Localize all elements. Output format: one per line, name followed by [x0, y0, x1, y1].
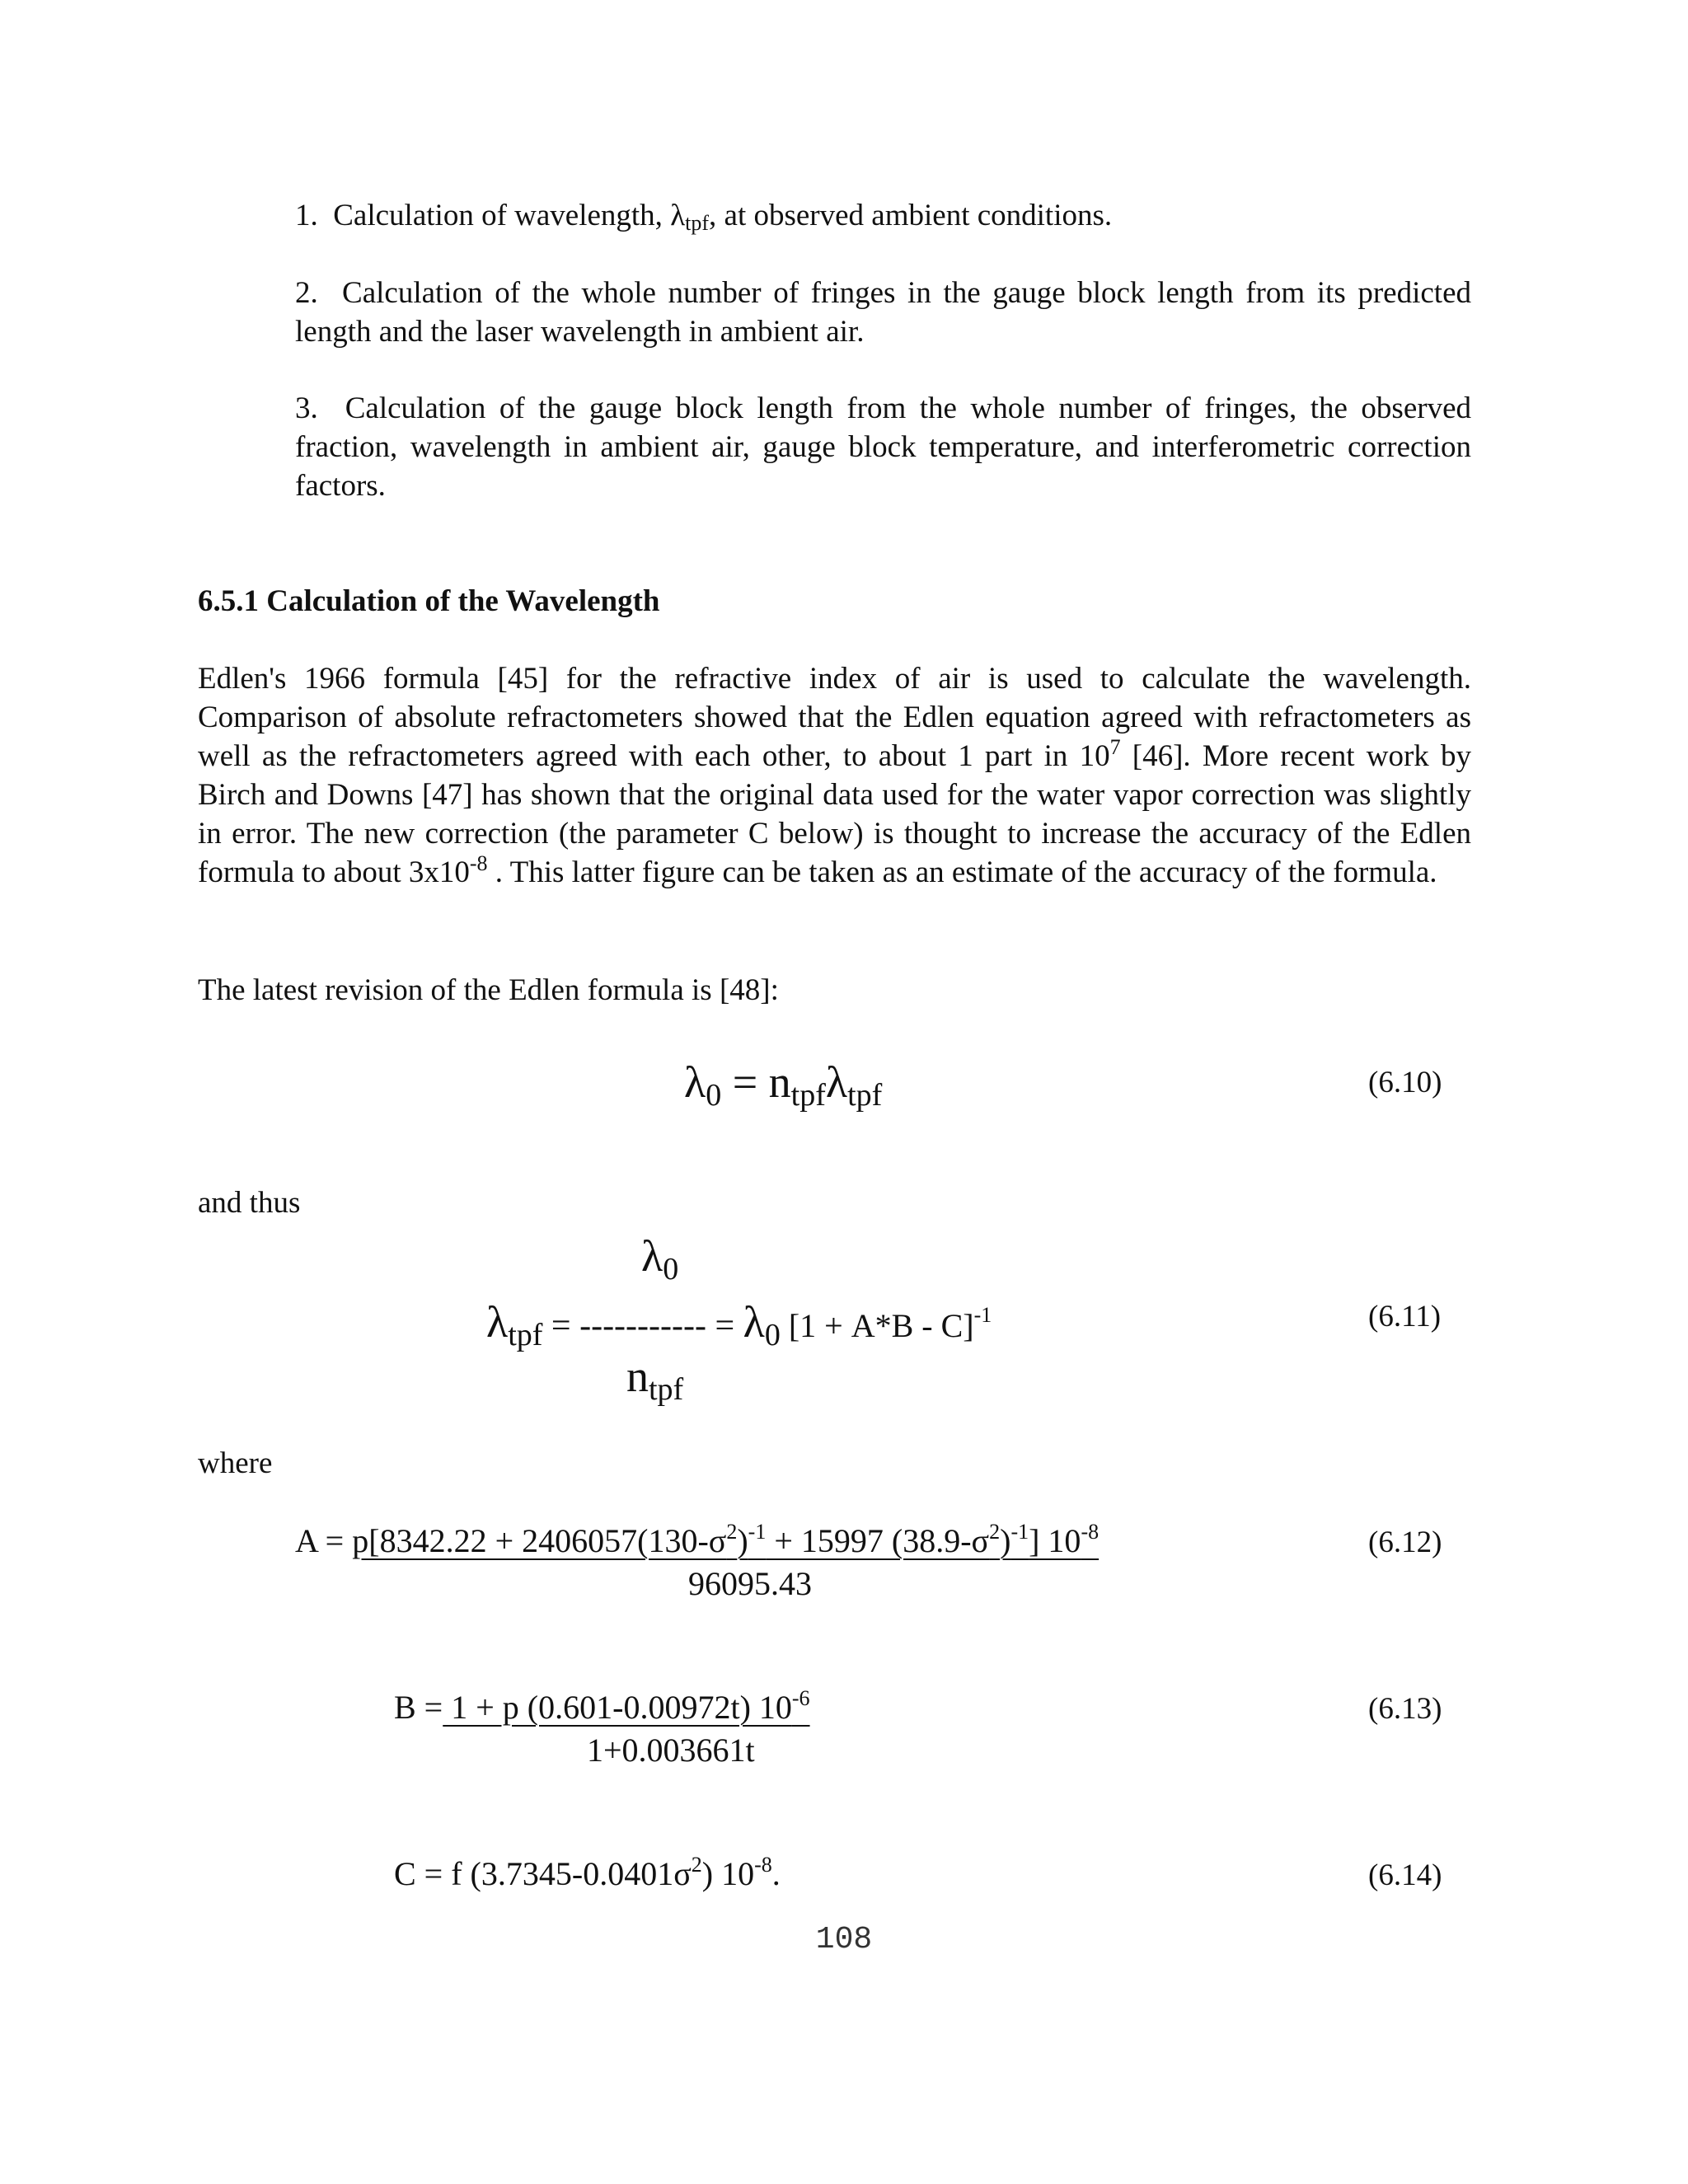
paragraph-text: Edlen's 1966 formula [45] for the refractive index of air is used to calculate the wavelength. Comparison of absolute refractometers showed that the Edlen equation agreed with refractometers as well as the refractometers agreed with each other, to about 1 part in 10 [198, 662, 1471, 773]
list-item-2 [295, 274, 1471, 351]
equation-6-13 [394, 1688, 810, 1727]
equation-6-14 [394, 1854, 781, 1894]
numerator-part: ) [1000, 1522, 1011, 1559]
superscript: -1 [1010, 1520, 1029, 1544]
list-number: 2. [295, 276, 318, 310]
subscript: 0 [764, 1318, 781, 1352]
equation-number: (6.12) [1368, 1526, 1442, 1559]
lambda-symbol: λ [684, 1057, 706, 1107]
body-paragraph-2: The latest revision of the Edlen formula is [48]: [198, 973, 779, 1007]
superscript: -8 [754, 1853, 772, 1877]
superscript: -8 [1081, 1520, 1100, 1544]
connector-text: and thus [198, 1186, 301, 1220]
equation-6-12 [295, 1521, 1099, 1561]
paragraph-text: [46]. More recent work by Birch and Downs [47] has shown that the original data used for the water vapor correction was slightly in error. The new correction (the parameter C below) is thought to increase the accuracy of the Edlen formula to about 3x10 [198, 739, 1472, 889]
list-item-1 [295, 196, 1471, 235]
bracket-expression: [1 + A*B - C] [780, 1307, 974, 1344]
equation-6-11 [486, 1297, 992, 1352]
numerator-part: 1 + p (0.601-0.00972t) 10 [443, 1689, 792, 1726]
superscript: -1 [973, 1303, 992, 1327]
numerator-part: ) [737, 1522, 748, 1559]
lhs-label: B = [394, 1689, 443, 1726]
subscript: tpf [790, 1078, 826, 1113]
numerator-part: p[8342.22 + 2406057(130-σ [352, 1522, 727, 1559]
n-symbol: n [626, 1352, 649, 1401]
section-heading: 6.5.1 Calculation of the Wavelength [198, 584, 660, 618]
subscript: 0 [663, 1252, 679, 1286]
list-item-3 [295, 389, 1471, 505]
n-symbol: n [768, 1057, 791, 1107]
fraction-dashes: = ----------- = [542, 1307, 743, 1345]
superscript: 2 [726, 1520, 738, 1544]
body-paragraph [198, 659, 1471, 892]
lambda-symbol: λ [743, 1297, 765, 1347]
lhs-label: A = [295, 1522, 353, 1559]
equation-number: (6.13) [1368, 1692, 1442, 1726]
list-number: 3. [295, 391, 318, 425]
equation-6-10 [684, 1057, 883, 1113]
fraction-denominator: 1+0.003661t [587, 1732, 755, 1769]
lambda-symbol: λ [486, 1297, 509, 1347]
list-text: Calculation of wavelength, [333, 199, 671, 232]
superscript: -1 [748, 1520, 767, 1544]
subscript: tpf [685, 211, 710, 235]
superscript: 7 [1109, 735, 1121, 759]
superscript: 2 [691, 1853, 702, 1877]
page-number: 108 [815, 1922, 873, 1957]
equation-6-11-numerator [641, 1231, 679, 1286]
lambda-symbol: λ [670, 199, 686, 232]
list-number: 1. [295, 199, 318, 232]
paragraph-text: . This latter figure can be taken as an estimate of the accuracy of the formula. [487, 855, 1437, 889]
lambda-symbol: λ [825, 1057, 848, 1107]
superscript: -8 [469, 851, 488, 875]
fraction-numerator [443, 1686, 810, 1726]
subscript: tpf [649, 1372, 684, 1407]
numerator-part: ] 10 [1029, 1522, 1081, 1559]
subscript: tpf [508, 1318, 543, 1352]
numerator-part: + 15997 (38.9-σ [766, 1522, 990, 1559]
list-text: , at observed ambient conditions. [709, 199, 1113, 232]
equation-number: (6.14) [1368, 1858, 1442, 1892]
fraction-denominator: 96095.43 [688, 1565, 812, 1602]
equation-number: (6.11) [1368, 1300, 1442, 1333]
equation-text: . [771, 1855, 781, 1892]
connector-text: where [198, 1446, 273, 1480]
equation-text: ) 10 [701, 1855, 755, 1892]
subscript: 0 [706, 1078, 722, 1113]
equals-sign: = [721, 1057, 769, 1107]
lambda-symbol: λ [641, 1231, 663, 1281]
equation-number: (6.10) [1368, 1066, 1442, 1099]
equation-text: C = f (3.7345-0.0401σ [394, 1855, 692, 1892]
equation-6-11-denominator [626, 1352, 684, 1407]
superscript: 2 [989, 1520, 1001, 1544]
subscript: tpf [847, 1078, 883, 1113]
list-text: Calculation of the whole number of fringes in the gauge block length from its predicted length and the laser wavelength in ambient air. [295, 276, 1471, 349]
superscript: -6 [791, 1686, 810, 1710]
list-text: Calculation of the gauge block length from the whole number of fringes, the observed fraction, wavelength in ambient air, gauge block temperature, and interferometric correction factors. [295, 391, 1471, 503]
fraction-numerator [352, 1522, 1099, 1559]
